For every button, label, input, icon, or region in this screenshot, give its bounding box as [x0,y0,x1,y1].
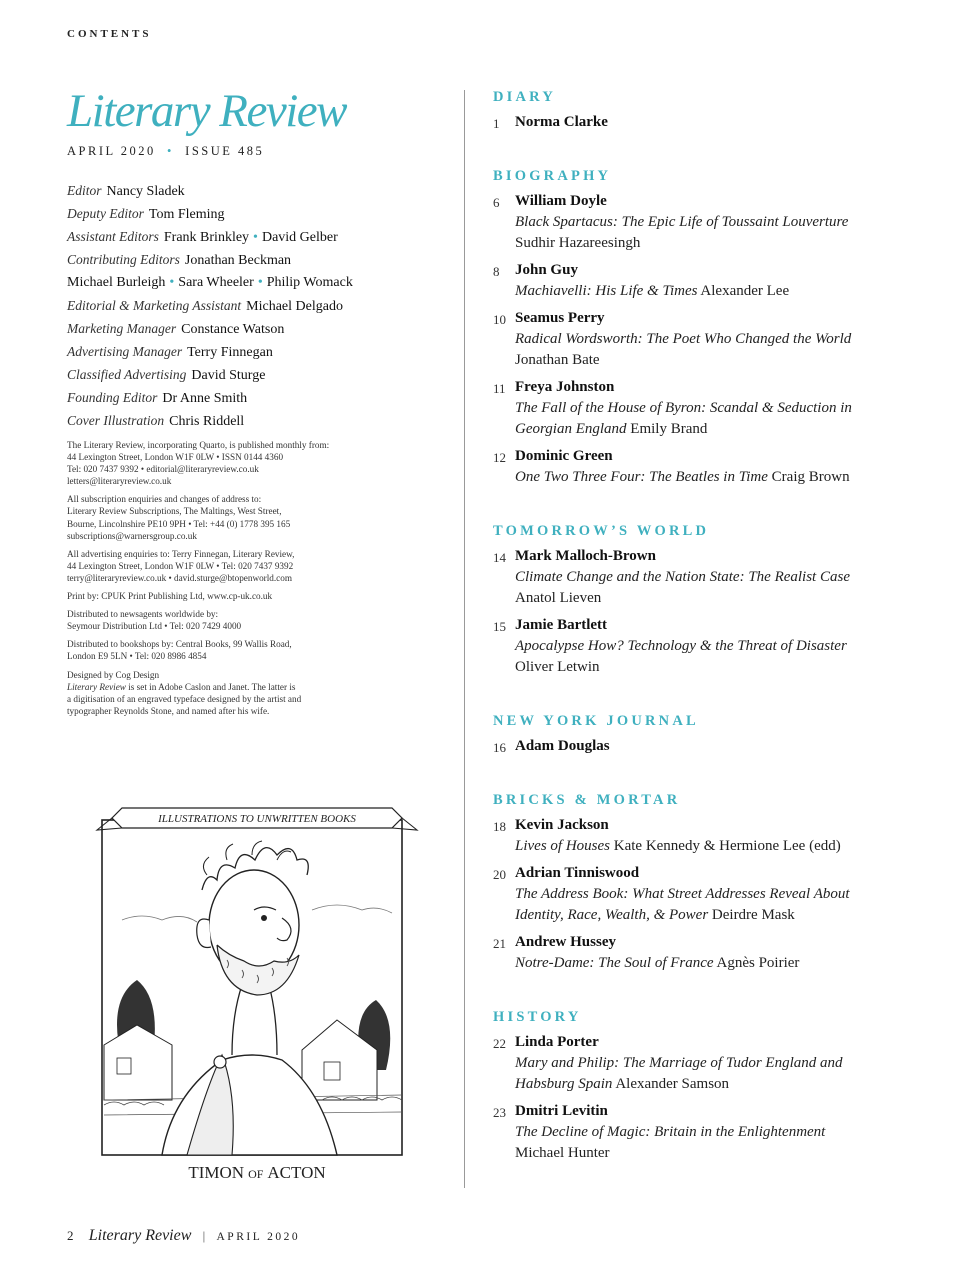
author-name: John Guy [515,262,578,278]
staff-name: Michael Burleigh [67,275,166,290]
staff-name: Sara Wheeler [178,275,254,290]
staff-row [67,248,447,271]
fine-print [67,439,447,717]
toc-entry [493,446,933,488]
toc-entry [493,815,933,857]
staff-role: Advertising Manager [67,344,183,359]
section-title: BRICKS & MORTAR [493,792,681,808]
author-name: Dmitri Levitin [515,1103,608,1119]
review-line [515,588,933,609]
publisher-info [67,439,447,487]
book-title: Lives of Houses [515,838,610,854]
book-title: The Address Book: What Street Addresses Reveal About [515,886,850,902]
toc-entry [493,308,933,371]
toc-entry [493,546,933,609]
reviewer-name: Oliver Letwin [515,659,600,675]
table-of-contents [493,88,933,1164]
staff-row [67,363,447,386]
staff-role: Cover Illustration [67,413,165,428]
toc-entry [493,736,933,757]
issue-number: ISSUE 485 [185,144,265,158]
review-line [515,836,933,857]
toc-entry [493,1101,933,1164]
staff-row [67,179,447,202]
book-title: Machiavelli: His Life & Times [515,283,698,299]
section-title: BIOGRAPHY [493,168,612,184]
bullet-separator: • [161,144,180,158]
staff-name: Terry Finnegan [187,345,273,360]
toc-section [493,1008,933,1164]
toc-entry [493,863,933,926]
staff-row [67,340,447,363]
author-name: Kevin Jackson [515,817,609,833]
page-footer [67,1227,300,1245]
reviewer-name: Deirdre Mask [711,907,795,923]
staff-list [67,179,447,432]
author-name: Freya Johnston [515,379,615,395]
review-line [515,329,933,350]
staff-name: Michael Delgado [246,299,343,314]
fine-print-line: Distributed to newsagents worldwide by: [67,609,219,620]
page-number: 22 [493,1036,506,1051]
fine-print-line: terry@literaryreview.co.uk • david.sturge@btopenworld.com [67,572,293,583]
fine-print-line: The Literary Review, incorporating Quarto, is published monthly from: [67,440,330,450]
staff-row [67,271,447,294]
review-line [515,953,933,974]
review-line [515,657,933,678]
footer-date: APRIL 2020 [216,1231,301,1243]
staff-row [67,409,447,432]
page-number: 6 [493,195,500,210]
toc-entry [493,112,933,133]
advertising-info [67,548,447,584]
page-number: 18 [493,819,506,834]
ear [197,919,211,948]
issue-line [67,144,447,159]
author-name: Linda Porter [515,1034,599,1050]
review-line [515,636,933,657]
book-title: Georgian England [515,421,627,437]
toc-section [493,88,933,133]
review-line [515,398,933,419]
fine-print-line: Distributed to bookshops by: Central Books, 99 Wallis Road, [67,639,292,650]
staff-name: David Sturge [191,368,266,383]
issue-date: APRIL 2020 [67,144,156,158]
masthead-column [67,84,447,723]
review-line [515,905,933,926]
book-title: Black Spartacus: The Epic Life of Toussaint Louverture [515,214,849,230]
section-title: NEW YORK JOURNAL [493,713,699,729]
book-title: The Decline of Magic: Britain in the Enlightenment [515,1124,826,1140]
toc-section [493,712,933,757]
book-title: Mary and Philip: The Marriage of Tudor England and [515,1055,843,1071]
staff-name: David Gelber [261,230,338,245]
review-line [515,567,933,588]
toc-entry [493,1032,933,1095]
toga-brooch [214,1056,226,1068]
design-title: Designed by Cog Design [67,669,160,680]
reviewer-name: Sudhir Hazareesingh [515,235,641,251]
toc-entry [493,191,933,254]
fine-print-line: typographer Reynolds Stone, and named after his wife. [67,705,270,716]
reviewer-name: Alexander Samson [615,1076,730,1092]
staff-role: Contributing Editors [67,252,180,267]
book-title: Climate Change and the Nation State: The Realist Case [515,569,850,585]
book-title: Identity, Race, Wealth, & Power [515,907,709,923]
fine-print-line: London E9 5LN • Tel: 020 8986 4854 [67,651,207,662]
reviewer-name: Agnès Poirier [716,955,800,971]
fine-print-line: 44 Lexington Street, London W1F 0LW • Tel: 020 7437 9392 [67,560,294,571]
staff-role: Editor [67,183,102,198]
eye [261,915,267,921]
staff-name: Chris Riddell [169,414,245,429]
review-line [515,419,933,440]
section-title: HISTORY [493,1009,582,1025]
staff-row [67,225,447,248]
toc-section [493,167,933,488]
fine-print-line: Bourne, Lincolnshire PE10 9PH • Tel: +44 (0) 1778 395 165 [67,518,291,529]
reviewer-name: Anatol Lieven [515,590,602,606]
toc-section [493,522,933,678]
author-name: Jamie Bartlett [515,617,608,633]
bullet-separator: • [253,230,258,245]
subscription-info [67,493,447,541]
toc-entry [493,615,933,678]
review-line [515,212,933,233]
staff-name: Dr Anne Smith [162,391,248,406]
fine-print-line: Print by: CPUK Print Publishing Ltd, www.cp-uk.co.uk [67,591,273,602]
page-number: 16 [493,740,506,755]
reviewer-name: Jonathan Bate [515,352,600,368]
fine-print-line: 44 Lexington Street, London W1F 0LW • ISSN 0144 4360 [67,452,284,463]
page-number: 1 [493,116,500,131]
author-name: Norma Clarke [515,114,608,130]
staff-role: Classified Advertising [67,367,187,382]
fine-print-line: Tel: 020 7437 9392 • editorial@literaryreview.co.uk [67,464,259,475]
page-number: 14 [493,550,506,565]
book-title: Apocalypse How? Technology & the Threat of Disaster [515,638,847,654]
staff-role: Assistant Editors [67,229,159,244]
footer-page-number: 2 [67,1228,74,1243]
author-name: Adrian Tinniswood [515,865,640,881]
bookshops-info [67,638,447,662]
footer-divider: | [202,1228,206,1243]
book-title: Notre-Dame: The Soul of France [515,955,714,971]
print-info [67,590,447,602]
design-info [67,669,447,717]
staff-name: Jonathan Beckman [184,253,292,268]
review-line [515,233,933,254]
staff-name: Philip Womack [266,275,353,290]
magazine-logo: Literary Review [67,85,347,137]
newsagents-info [67,608,447,632]
page-number: 23 [493,1105,506,1120]
staff-row [67,202,447,225]
author-name: Dominic Green [515,448,613,464]
staff-role: Founding Editor [67,390,158,405]
staff-row [67,294,447,317]
author-name: Adam Douglas [515,738,610,754]
banner-text: ILLUSTRATIONS TO UNWRITTEN BOOKS [158,813,356,825]
staff-name: Tom Fleming [148,207,225,222]
toc-entry [493,932,933,974]
staff-name: Frank Brinkley [163,230,250,245]
reviewer-name: Craig Brown [771,469,850,485]
review-line [515,884,933,905]
book-title: The Fall of the House of Byron: Scandal & Seduction in [515,400,852,416]
author-name: William Doyle [515,193,607,209]
fine-print-line: Literary Review Subscriptions, The Maltings, West Street, [67,506,282,517]
staff-role: Editorial & Marketing Assistant [67,298,242,313]
column-divider [464,90,465,1188]
author-name: Seamus Perry [515,310,605,326]
author-name: Andrew Hussey [515,934,616,950]
design-italic: Literary Review [67,681,126,692]
cover-illustration [92,800,422,1185]
staff-role: Deputy Editor [67,206,144,221]
review-line [515,1074,933,1095]
review-line [515,1053,933,1074]
fine-print-line: a digitisation of an engraved typeface designed by the artist and [67,693,302,704]
review-line [515,1143,933,1164]
footer-magazine: Literary Review [88,1227,192,1244]
fine-print-line: All subscription enquiries and changes of address to: [67,494,262,505]
fine-print-line: Seymour Distribution Ltd • Tel: 020 7429 4000 [67,621,242,632]
toc-entry [493,377,933,440]
bullet-separator: • [257,275,263,290]
page-number: 20 [493,867,506,882]
design-lines [67,694,301,716]
toc-section [493,791,933,974]
page-number: 21 [493,936,506,951]
fine-print-line: All advertising enquiries to: Terry Finnegan, Literary Review, [67,548,295,559]
bullet-separator: • [169,275,175,290]
page-number: 10 [493,312,506,327]
reviewer-name: Kate Kennedy & Hermione Lee (edd) [613,838,841,854]
design-rest: is set in Adobe Caslon and Janet. The latter is [125,681,296,692]
staff-role: Marketing Manager [67,321,177,336]
toc-entry [493,260,933,302]
staff-name: Constance Watson [181,322,285,337]
illustration-caption: TIMON OF ACTON [188,1163,326,1182]
page-number: 11 [493,381,506,396]
book-title: One Two Three Four: The Beatles in Time [515,469,768,485]
reviewer-name: Michael Hunter [515,1145,610,1161]
page-number: 12 [493,450,506,465]
section-title: DIARY [493,89,557,105]
fine-print-line: subscriptions@warnersgroup.co.uk [67,530,197,541]
page-number: 8 [493,264,500,279]
staff-name: Nancy Sladek [106,184,185,199]
staff-row [67,317,447,340]
review-line [515,1122,933,1143]
author-name: Mark Malloch-Brown [515,548,656,564]
book-title: Habsburg Spain [515,1076,613,1092]
staff-row [67,386,447,409]
review-line [515,350,933,371]
fine-print-line: letters@literaryreview.co.uk [67,476,172,487]
book-title: Radical Wordsworth: The Poet Who Changed the World [515,331,852,347]
review-line [515,467,933,488]
reviewer-name: Emily Brand [630,421,708,437]
review-line [515,281,933,302]
contents-label: CONTENTS [67,28,152,40]
page-number: 15 [493,619,506,634]
reviewer-name: Alexander Lee [700,283,790,299]
section-title: TOMORROW’S WORLD [493,523,710,539]
